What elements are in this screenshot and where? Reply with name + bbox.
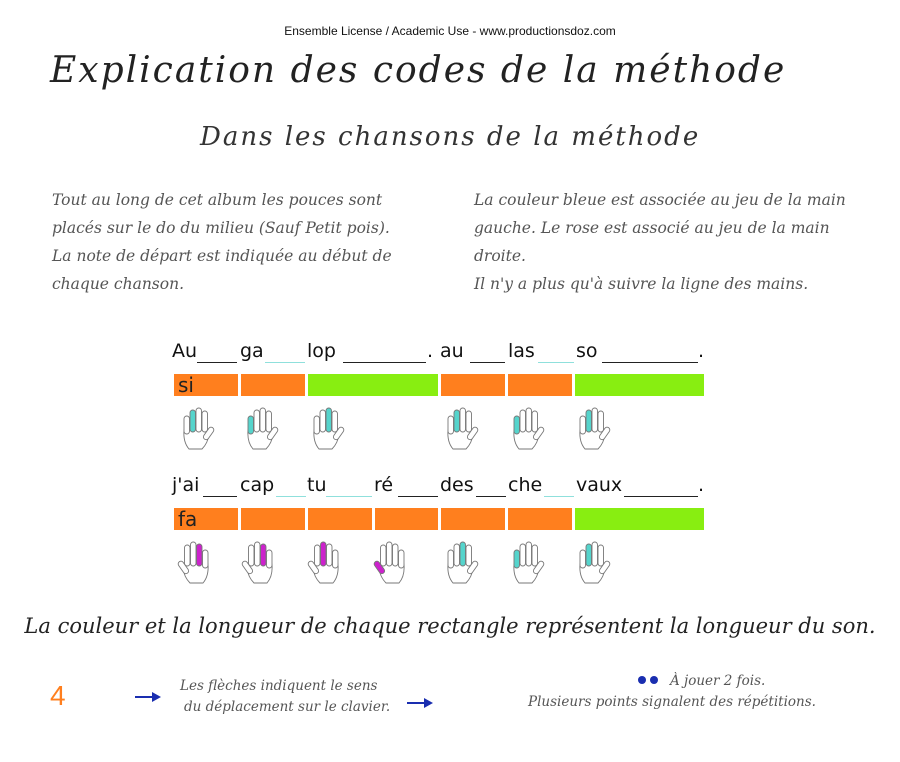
- duration-bar-short: [174, 374, 238, 396]
- duration-bar-short: [174, 508, 238, 530]
- explanation-caption: La couleur et la longueur de chaque rectangle représentent la longueur du son.: [24, 614, 876, 638]
- lyric-punctuation: .: [698, 474, 705, 496]
- duration-underline: [343, 362, 426, 363]
- hand-icon: [306, 406, 346, 454]
- connector-line: [265, 362, 305, 363]
- duration-bar-short: [441, 508, 505, 530]
- lyric-syllable: lop: [307, 340, 336, 362]
- hand-icon: [506, 406, 546, 454]
- arrow-right-icon: [406, 697, 434, 709]
- duration-bar-short: [375, 508, 438, 530]
- hand-icon: [506, 540, 546, 588]
- lyric-syllable: Au: [172, 340, 198, 362]
- intro-right-line: La couleur bleue est associée au jeu de la main: [474, 191, 846, 209]
- dots-legend-line: Plusieurs points signalent des répétitions.: [528, 694, 816, 710]
- duration-underline: [470, 362, 505, 363]
- intro-left-line: placés sur le do du milieu (Sauf Petit pois).: [52, 219, 390, 237]
- lyric-syllable: ré: [374, 474, 394, 496]
- lyric-syllable: cap: [240, 474, 275, 496]
- lyric-punctuation: .: [698, 340, 705, 362]
- dots-legend-line: À jouer 2 fois.: [670, 673, 766, 689]
- arrows-legend-line: du déplacement sur le clavier.: [184, 699, 391, 715]
- lyric-syllable: che: [508, 474, 543, 496]
- page-title: Explication des codes de la méthode: [50, 50, 787, 91]
- lyric-syllable: so: [576, 340, 598, 362]
- intro-right-line: droite.: [474, 247, 526, 265]
- lyric-syllable: tu: [307, 474, 327, 496]
- lyric-syllable: j'ai: [172, 474, 200, 496]
- intro-left-line: La note de départ est indiquée au début de: [52, 247, 392, 265]
- connector-line: [538, 362, 574, 363]
- arrows-legend-line: Les flèches indiquent le sens: [180, 678, 378, 694]
- duration-bar-short: [241, 374, 305, 396]
- connector-line: [544, 496, 574, 497]
- hand-icon: [372, 540, 412, 588]
- license-header: Ensemble License / Academic Use - www.productionsdoz.com: [284, 24, 616, 38]
- intro-right-line: Il n'y a plus qu'à suivre la ligne des mains.: [474, 275, 809, 293]
- hand-icon: [240, 406, 280, 454]
- duration-bar-short: [308, 508, 372, 530]
- hand-icon: [306, 540, 346, 588]
- intro-left-line: chaque chanson.: [52, 275, 184, 293]
- arrows-legend: [180, 676, 390, 718]
- lyric-syllable: au: [440, 340, 464, 362]
- duration-underline: [398, 496, 438, 497]
- duration-underline: [197, 362, 237, 363]
- duration-bar-short: [508, 508, 572, 530]
- connector-line: [276, 496, 306, 497]
- duration-bar-long: [308, 374, 438, 396]
- hand-icon: [572, 540, 612, 588]
- page-subtitle: Dans les chansons de la méthode: [200, 122, 701, 152]
- lyric-syllable: des: [440, 474, 474, 496]
- intro-right-paragraph: [474, 186, 846, 298]
- duration-bar-short: [508, 374, 572, 396]
- hand-icon: [176, 540, 216, 588]
- lyric-syllable: vaux: [576, 474, 623, 496]
- start-note-label: si: [178, 373, 194, 397]
- hand-icon: [176, 406, 216, 454]
- lyric-syllable: las: [508, 340, 535, 362]
- intro-right-line: gauche. Le rose est associé au jeu de la main: [474, 219, 830, 237]
- duration-bar-short: [241, 508, 305, 530]
- arrow-right-icon: [134, 691, 162, 703]
- hand-icon: [440, 540, 480, 588]
- duration-bar-long: [575, 508, 704, 530]
- duration-underline: [624, 496, 698, 497]
- start-note-label: fa: [178, 507, 198, 531]
- duration-underline: [602, 362, 698, 363]
- intro-left-paragraph: [52, 186, 392, 298]
- hand-icon: [440, 406, 480, 454]
- duration-bar-short: [441, 374, 505, 396]
- page-number: 4: [50, 680, 66, 711]
- hand-icon: [240, 540, 280, 588]
- repeat-dots-icon: [636, 674, 662, 686]
- duration-bar-long: [575, 374, 704, 396]
- connector-line: [326, 496, 372, 497]
- duration-underline: [203, 496, 237, 497]
- hand-icon: [572, 406, 612, 454]
- duration-underline: [476, 496, 506, 497]
- intro-left-line: Tout au long de cet album les pouces sont: [52, 191, 383, 209]
- lyric-syllable: ga: [240, 340, 264, 362]
- lyric-punctuation: .: [427, 340, 434, 362]
